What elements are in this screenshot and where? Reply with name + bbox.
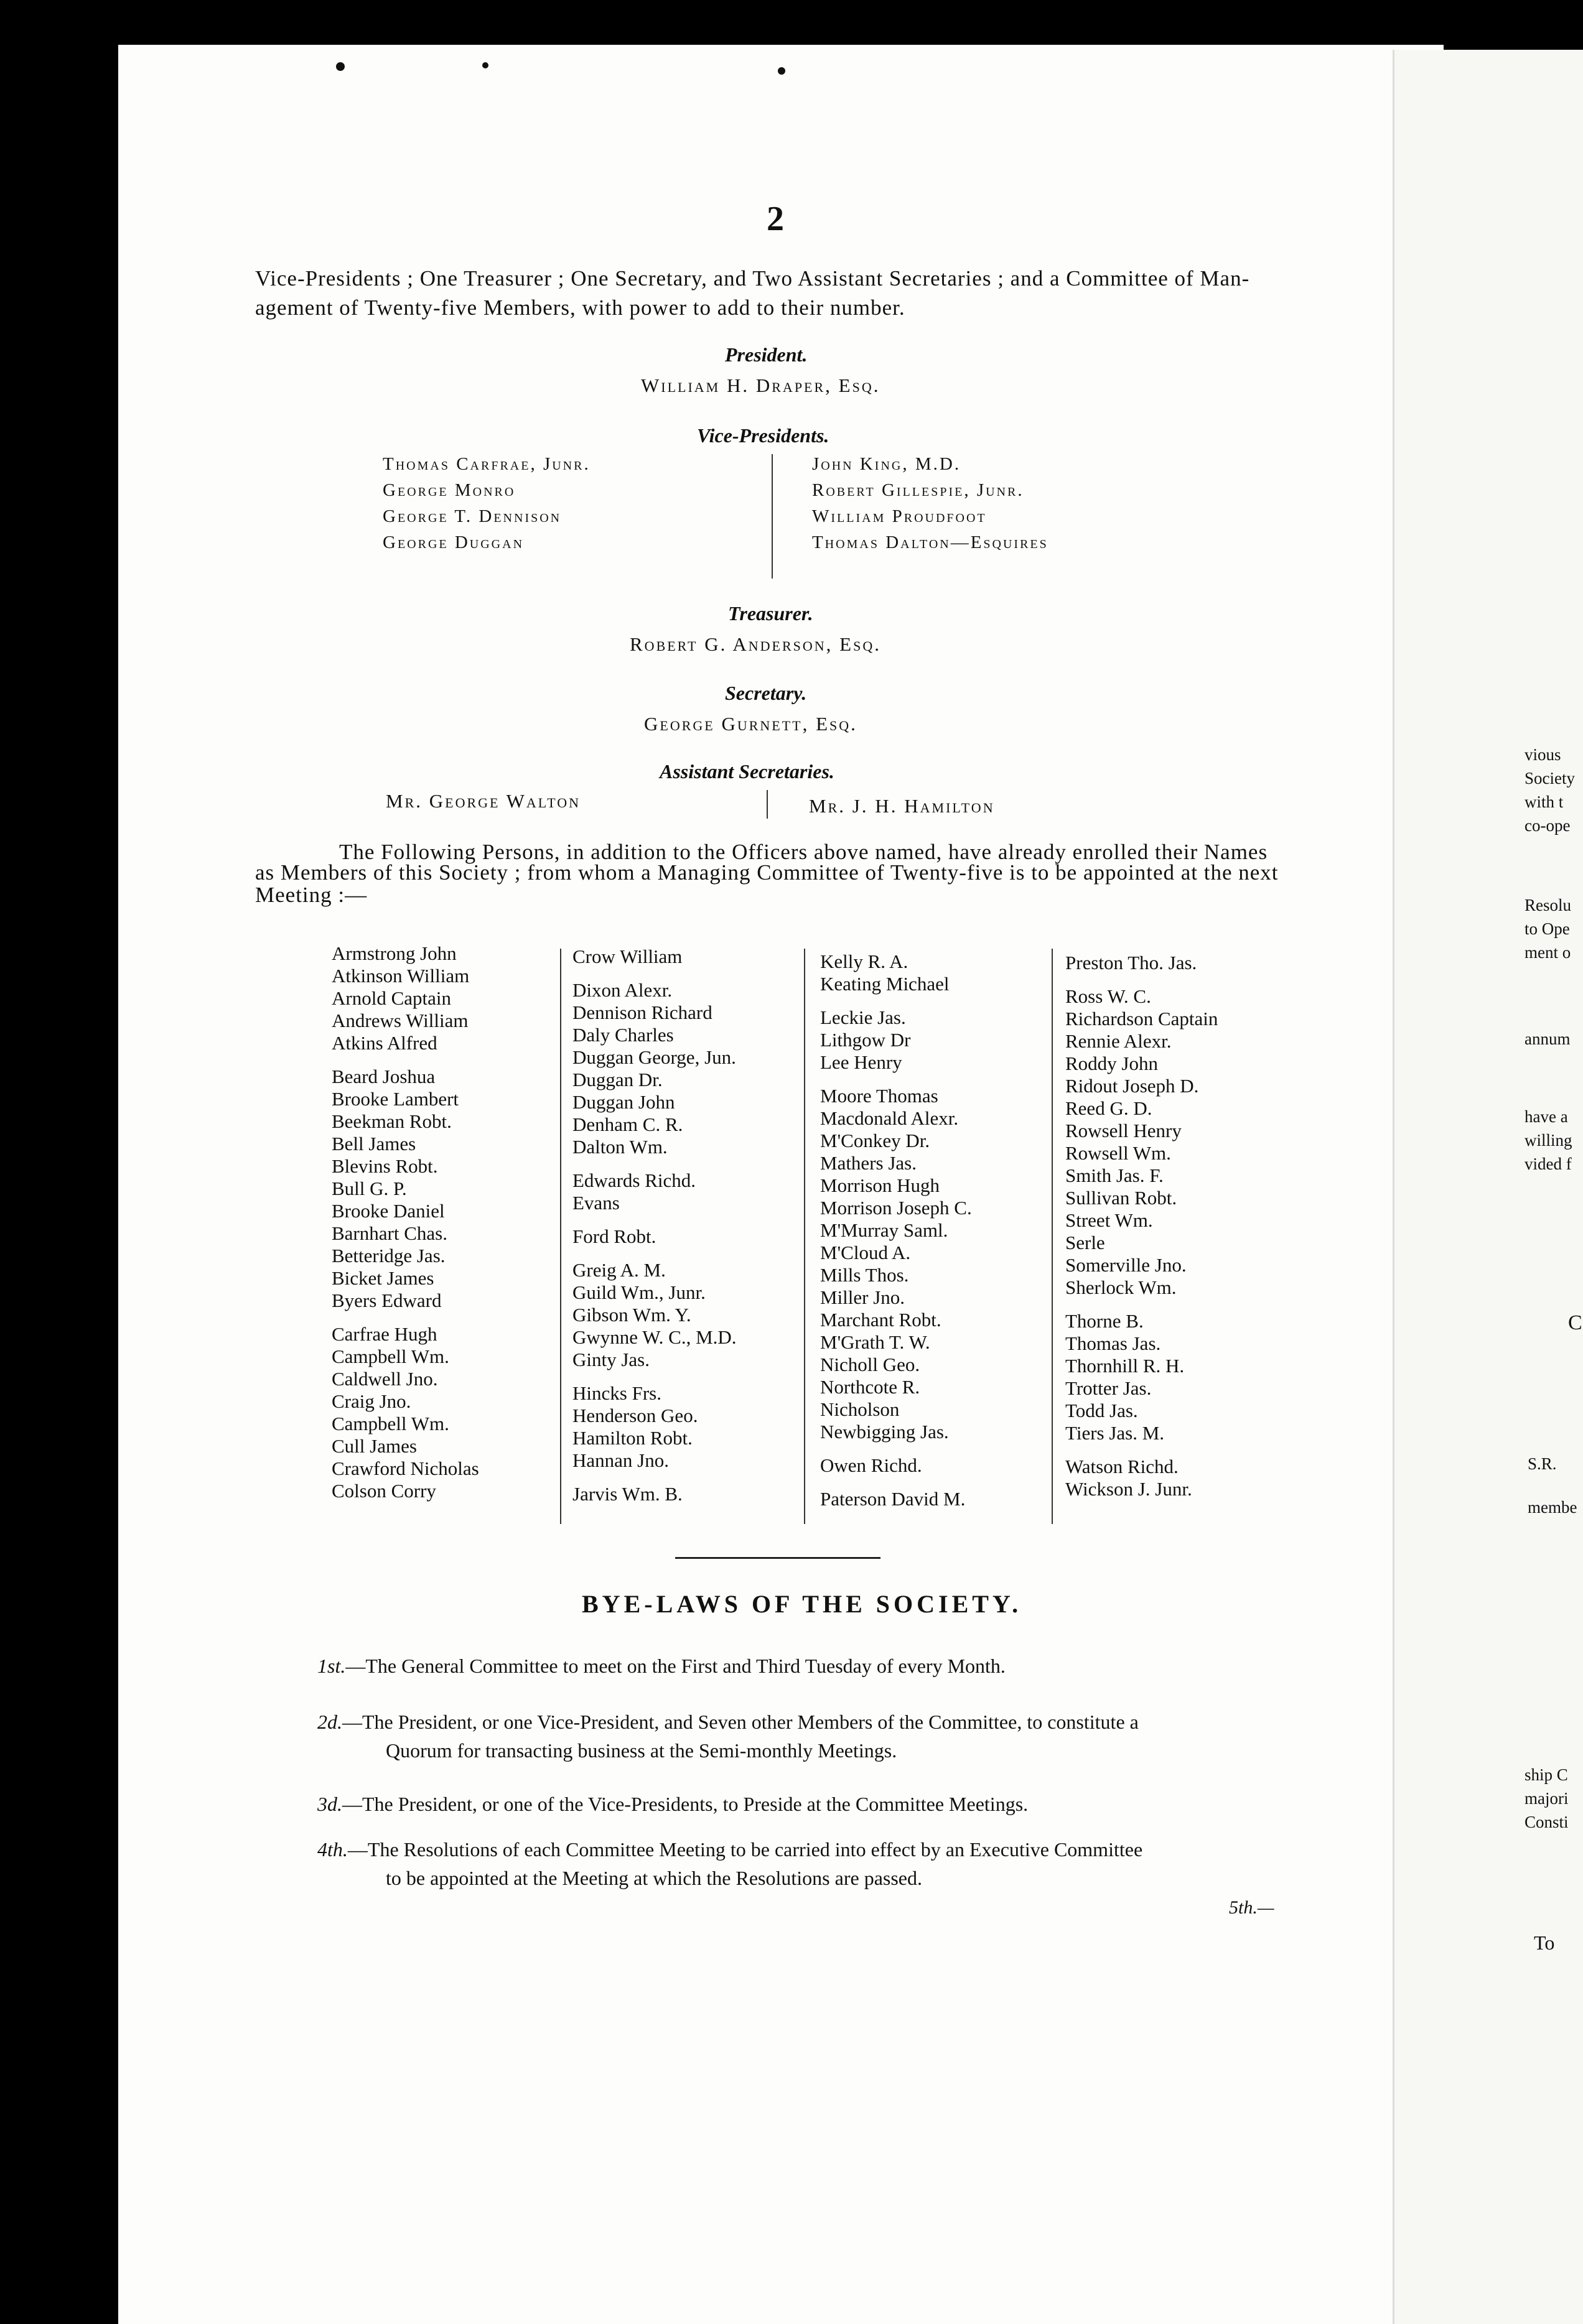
right-page-text: co-ope: [1525, 816, 1571, 835]
column-divider: [560, 949, 561, 1524]
member-name: M'Cloud A.: [820, 1242, 911, 1263]
member-name: Reed G. D.: [1065, 1097, 1152, 1119]
assistant-secretary-right: Mr. J. H. Hamilton: [809, 795, 995, 817]
vice-president: Thomas Carfrae, Junr.: [383, 454, 591, 474]
column-divider: [772, 454, 773, 579]
member-column-3: [820, 951, 972, 1510]
member-name: Tiers Jas. M.: [1065, 1422, 1165, 1444]
member-name: Lithgow Dr: [820, 1029, 911, 1051]
member-name: Andrews William: [332, 1010, 469, 1031]
catchword: 5th.—: [1229, 1897, 1274, 1918]
member-name: Smith Jas. F.: [1065, 1164, 1164, 1186]
member-name: Crow William: [572, 946, 683, 967]
member-name: Bicket James: [332, 1267, 434, 1289]
member-name: Preston Tho. Jas.: [1065, 952, 1197, 974]
member-name: Atkins Alfred: [332, 1032, 437, 1054]
member-name: Hincks Frs.: [572, 1382, 661, 1404]
member-name: Carfrae Hugh: [332, 1323, 437, 1345]
vice-president: William Proudfoot: [812, 506, 987, 526]
member-name: Armstrong John: [332, 942, 457, 964]
member-name: Somerville Jno.: [1065, 1254, 1187, 1276]
bylaw-number: 4th.: [317, 1838, 348, 1861]
right-page-text: vious: [1525, 745, 1561, 764]
member-name: Thorne B.: [1065, 1310, 1144, 1332]
member-name: Beekman Robt.: [332, 1110, 452, 1132]
member-name: Crawford Nicholas: [332, 1457, 479, 1479]
vice-president: George Monro: [383, 480, 516, 500]
member-name: Blevins Robt.: [332, 1155, 438, 1177]
secretary-heading: Secretary.: [725, 682, 807, 704]
bylaw-text: —The President, or one of the Vice-Presidents, to Preside at the Committee Meetings.: [342, 1793, 1029, 1815]
member-name: Brooke Daniel: [332, 1200, 445, 1222]
member-name: Macdonald Alexr.: [820, 1107, 959, 1129]
section-rule: [675, 1557, 880, 1559]
member-name: Dennison Richard: [572, 1002, 712, 1023]
member-name: Daly Charles: [572, 1024, 674, 1046]
member-name: Watson Richd.: [1065, 1456, 1179, 1477]
member-name: Caldwell Jno.: [332, 1368, 438, 1390]
right-page-text: to Ope: [1525, 919, 1570, 938]
member-name: Ford Robt.: [572, 1225, 656, 1247]
member-name: M'Grath T. W.: [820, 1331, 930, 1353]
member-name: Bull G. P.: [332, 1178, 407, 1199]
member-name: Nicholson: [820, 1398, 900, 1420]
member-name: Northcote R.: [820, 1376, 920, 1398]
member-name: Byers Edward: [332, 1290, 442, 1311]
bylaws-heading: BYE-LAWS OF THE SOCIETY.: [582, 1590, 1022, 1618]
member-name: Marchant Robt.: [820, 1309, 941, 1331]
member-name: Street Wm.: [1065, 1209, 1153, 1231]
member-name: Duggan George, Jun.: [572, 1046, 736, 1068]
vice-presidents-right: [812, 451, 1048, 555]
member-name: Miller Jno.: [820, 1286, 905, 1308]
column-divider: [1052, 949, 1053, 1524]
page-number: 2: [767, 200, 784, 238]
member-name: Gibson Wm. Y.: [572, 1304, 691, 1326]
member-name: Greig A. M.: [572, 1259, 666, 1281]
member-name: Rowsell Wm.: [1065, 1142, 1171, 1164]
member-name: Lee Henry: [820, 1051, 902, 1073]
right-page-text: S.R.: [1528, 1454, 1557, 1473]
vice-presidents-heading: Vice-Presidents.: [697, 424, 829, 447]
member-name: Todd Jas.: [1065, 1400, 1138, 1421]
members-intro-line-1: The Following Persons, in addition to the Officers above named, have already enrolled their Names: [339, 840, 1268, 864]
member-name: Roddy John: [1065, 1053, 1158, 1074]
intro-line-1: Vice-Presidents ; One Treasurer ; One Secretary, and Two Assistant Secretaries ; and a Committee of Man-: [255, 266, 1250, 290]
member-name: Betteridge Jas.: [332, 1245, 446, 1267]
member-column-4: [1065, 952, 1218, 1500]
member-name: Paterson David M.: [820, 1488, 966, 1510]
member-name: Sherlock Wm.: [1065, 1276, 1177, 1298]
member-name: Nicholl Geo.: [820, 1354, 920, 1375]
member-name: Sullivan Robt.: [1065, 1187, 1177, 1209]
president-heading: President.: [725, 343, 808, 366]
bylaw-4: [317, 1835, 1142, 1892]
member-name: Bell James: [332, 1133, 416, 1155]
speck: [778, 67, 785, 75]
member-name: Denham C. R.: [572, 1113, 683, 1135]
vice-presidents-left: [383, 451, 591, 555]
treasurer-name: Robert G. Anderson, Esq.: [630, 633, 881, 655]
assistant-secretaries-heading: Assistant Secretaries.: [660, 760, 834, 783]
member-name: Wickson J. Junr.: [1065, 1478, 1192, 1500]
member-name: Richardson Captain: [1065, 1008, 1218, 1030]
member-name: Leckie Jas.: [820, 1006, 906, 1028]
right-page-text: have a: [1525, 1107, 1568, 1126]
president-name: William H. Draper, Esq.: [641, 374, 880, 396]
right-page-text: majori: [1525, 1789, 1569, 1808]
bylaw-text-cont: Quorum for transacting business at the Semi-monthly Meetings.: [386, 1739, 897, 1762]
members-intro-line-2: as Members of this Society ; from whom a Managing Committee of Twenty-five is to be appointed at the next: [255, 860, 1279, 885]
member-name: Edwards Richd.: [572, 1169, 696, 1191]
right-page-text: C: [1568, 1311, 1582, 1334]
bylaw-text: —The General Committee to meet on the First and Third Tuesday of every Month.: [345, 1655, 1006, 1677]
speck: [482, 62, 488, 68]
member-name: Rowsell Henry: [1065, 1120, 1182, 1141]
right-page-text: To: [1534, 1931, 1555, 1954]
bylaw-text: —The President, or one Vice-President, and Seven other Members of the Committee, to constitute a: [342, 1711, 1139, 1733]
right-page: [1393, 50, 1583, 2324]
member-name: Henderson Geo.: [572, 1405, 698, 1426]
member-name: Colson Corry: [332, 1480, 436, 1502]
member-name: Brooke Lambert: [332, 1088, 459, 1110]
right-page-text: Consti: [1525, 1813, 1569, 1831]
member-name: Duggan John: [572, 1091, 675, 1113]
vice-president: Thomas Dalton—Esquires: [812, 532, 1048, 552]
member-name: M'Conkey Dr.: [820, 1130, 930, 1151]
member-name: Barnhart Chas.: [332, 1222, 447, 1244]
member-name: Keating Michael: [820, 973, 950, 995]
member-name: Hannan Jno.: [572, 1449, 669, 1471]
member-name: Evans: [572, 1192, 620, 1214]
vice-president: George Duggan: [383, 532, 525, 552]
column-divider: [767, 790, 768, 819]
member-name: Jarvis Wm. B.: [572, 1483, 683, 1505]
member-name: Guild Wm., Junr.: [572, 1281, 706, 1303]
member-name: Campbell Wm.: [332, 1346, 449, 1367]
right-page-text: ment o: [1525, 943, 1571, 962]
members-intro-line-3: Meeting :—: [255, 883, 368, 907]
assistant-secretary-left: Mr. George Walton: [386, 790, 581, 812]
member-name: Ridout Joseph D.: [1065, 1075, 1199, 1097]
member-column-2: [572, 946, 737, 1505]
member-name: Serle: [1065, 1232, 1105, 1253]
right-page-text: Society: [1525, 769, 1575, 788]
right-page-text: vided f: [1525, 1155, 1572, 1173]
bylaw-2: [317, 1708, 1139, 1765]
right-page-text: annum: [1525, 1030, 1571, 1048]
column-divider: [804, 949, 805, 1524]
member-name: Cull James: [332, 1435, 417, 1457]
bylaw-number: 1st.: [317, 1655, 346, 1677]
speck: [336, 62, 345, 71]
member-name: Campbell Wm.: [332, 1413, 449, 1434]
vice-president: John King, M.D.: [812, 454, 961, 474]
right-page-text: with t: [1525, 792, 1564, 811]
member-name: Morrison Hugh: [820, 1174, 940, 1196]
vice-president: Robert Gillespie, Junr.: [812, 480, 1024, 500]
member-name: Mills Thos.: [820, 1264, 909, 1286]
member-name: Duggan Dr.: [572, 1069, 663, 1090]
member-name: Hamilton Robt.: [572, 1427, 693, 1449]
bylaw-3: [317, 1790, 1028, 1818]
secretary-name: George Gurnett, Esq.: [644, 713, 857, 735]
member-name: Moore Thomas: [820, 1085, 938, 1107]
right-page-text: willing: [1525, 1131, 1572, 1150]
bylaw-number: 2d.: [317, 1711, 342, 1733]
member-name: Dalton Wm.: [572, 1136, 668, 1158]
member-name: Rennie Alexr.: [1065, 1030, 1172, 1052]
bylaw-number: 3d.: [317, 1793, 342, 1815]
member-name: Thornhill R. H.: [1065, 1355, 1185, 1377]
member-name: Dixon Alexr.: [572, 979, 673, 1001]
member-name: Craig Jno.: [332, 1390, 411, 1412]
member-column-1: [332, 942, 479, 1502]
right-page-text: membe: [1528, 1498, 1577, 1517]
member-name: Ginty Jas.: [572, 1349, 650, 1370]
member-name: Thomas Jas.: [1065, 1332, 1161, 1354]
member-name: Owen Richd.: [820, 1454, 922, 1476]
member-name: Mathers Jas.: [820, 1152, 917, 1174]
member-name: Ross W. C.: [1065, 985, 1151, 1007]
member-name: Morrison Joseph C.: [820, 1197, 972, 1219]
member-name: Trotter Jas.: [1065, 1377, 1152, 1399]
intro-line-2: agement of Twenty-five Members, with power to add to their number.: [255, 295, 905, 320]
bylaw-text: —The Resolutions of each Committee Meeting to be carried into effect by an Executive Committee: [347, 1838, 1143, 1861]
vice-president: George T. Dennison: [383, 506, 562, 526]
treasurer-heading: Treasurer.: [728, 602, 813, 625]
member-name: Gwynne W. C., M.D.: [572, 1326, 737, 1348]
member-name: M'Murray Saml.: [820, 1219, 948, 1241]
right-page-text: ship C: [1525, 1765, 1568, 1784]
bylaw-1: [317, 1652, 1006, 1680]
bylaw-text-cont: to be appointed at the Meeting at which the Resolutions are passed.: [386, 1867, 922, 1889]
member-name: Arnold Captain: [332, 987, 451, 1009]
right-page-text: Resolu: [1525, 896, 1572, 914]
member-name: Beard Joshua: [332, 1066, 436, 1087]
member-name: Kelly R. A.: [820, 951, 908, 972]
member-name: Atkinson William: [332, 965, 470, 987]
member-name: Newbigging Jas.: [820, 1421, 949, 1443]
